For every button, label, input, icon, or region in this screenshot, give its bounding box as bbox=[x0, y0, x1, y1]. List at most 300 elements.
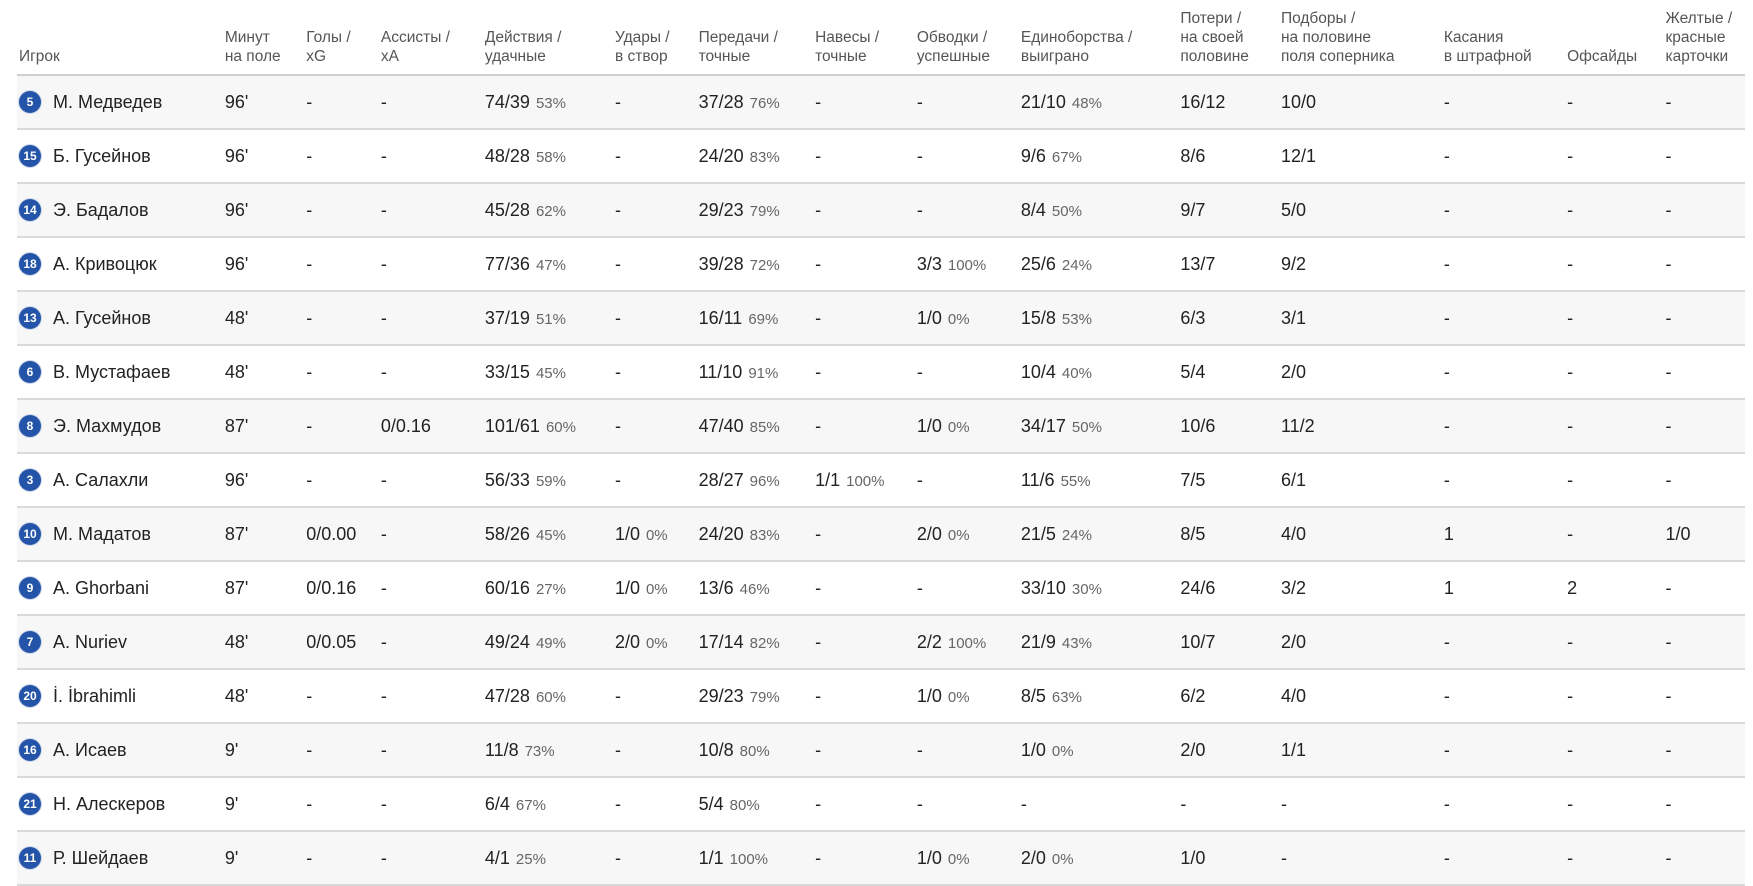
stat-cell-assists bbox=[379, 237, 483, 291]
stat-value: 8/5 bbox=[1180, 523, 1206, 544]
stat-value: - bbox=[306, 685, 313, 706]
stat-value: 24/20 bbox=[698, 523, 744, 544]
stat-percent: 0% bbox=[645, 634, 668, 652]
table-row bbox=[17, 561, 1745, 615]
stat-value: 6/3 bbox=[1180, 307, 1206, 328]
stat-cell-recoveries bbox=[1279, 399, 1442, 453]
column-header-line: красные bbox=[1665, 29, 1726, 46]
stat-value: 12/1 bbox=[1280, 145, 1317, 166]
player-number-badge: 13 bbox=[19, 307, 41, 329]
stat-value: 7/5 bbox=[1180, 469, 1206, 490]
column-header-minutes bbox=[223, 4, 304, 75]
stat-value: 87' bbox=[224, 415, 249, 436]
stat-cell-goals bbox=[304, 291, 379, 345]
stat-cell-minutes bbox=[223, 453, 304, 507]
column-header-line: Единоборства / bbox=[1020, 29, 1133, 46]
stat-percent: 83% bbox=[749, 526, 780, 544]
stat-cell-minutes bbox=[223, 237, 304, 291]
stat-cell-actions bbox=[483, 183, 613, 237]
stat-value: - bbox=[1665, 739, 1672, 760]
stat-cell-cards bbox=[1663, 75, 1745, 129]
stat-percent: 80% bbox=[739, 742, 770, 760]
stat-value: - bbox=[916, 91, 923, 112]
stat-cell-minutes bbox=[223, 723, 304, 777]
stat-value: 45/28 bbox=[484, 199, 530, 220]
stat-percent: 82% bbox=[749, 634, 780, 652]
table-row bbox=[17, 399, 1745, 453]
player-cell bbox=[17, 669, 223, 723]
stat-value: - bbox=[1443, 361, 1450, 382]
column-header-line: на своей bbox=[1180, 29, 1244, 46]
stat-cell-assists bbox=[379, 345, 483, 399]
stat-cell-dribbles bbox=[915, 291, 1019, 345]
stat-value: 16/11 bbox=[698, 307, 743, 328]
stat-value: 10/8 bbox=[698, 739, 734, 760]
stat-value: - bbox=[380, 793, 387, 814]
stat-value: - bbox=[1280, 847, 1287, 868]
stat-percent: 60% bbox=[545, 418, 576, 436]
stat-cell-dribbles bbox=[915, 183, 1019, 237]
player-cell bbox=[17, 75, 223, 129]
stat-percent: 69% bbox=[748, 310, 779, 328]
column-header-actions bbox=[483, 4, 613, 75]
player-number-badge: 11 bbox=[19, 847, 41, 869]
stat-value: - bbox=[380, 469, 387, 490]
stat-cell-crosses bbox=[813, 507, 915, 561]
stat-cell-assists bbox=[379, 615, 483, 669]
stat-value: - bbox=[1280, 793, 1287, 814]
stat-value: - bbox=[1443, 253, 1450, 274]
stat-value: 3/1 bbox=[1280, 307, 1306, 328]
stat-percent: 24% bbox=[1061, 256, 1092, 274]
player-cell bbox=[17, 831, 223, 885]
stat-value: 10/4 bbox=[1020, 361, 1056, 382]
stat-cell-offsides bbox=[1565, 291, 1663, 345]
stat-cell-goals bbox=[304, 183, 379, 237]
stat-value: 60/16 bbox=[484, 577, 530, 598]
stat-value: - bbox=[1443, 631, 1450, 652]
stat-percent: 50% bbox=[1051, 202, 1082, 220]
stat-value: - bbox=[1443, 469, 1450, 490]
stat-value: - bbox=[1665, 469, 1672, 490]
stat-value: - bbox=[1567, 739, 1574, 760]
stat-cell-recoveries bbox=[1279, 345, 1442, 399]
column-header-line: на половине bbox=[1280, 29, 1372, 46]
stat-value: 13/7 bbox=[1180, 253, 1216, 274]
stat-cell-offsides bbox=[1565, 399, 1663, 453]
stat-cell-shots bbox=[613, 507, 697, 561]
stat-value: - bbox=[1567, 685, 1574, 706]
stat-value: 34/17 bbox=[1020, 415, 1066, 436]
stat-value: - bbox=[380, 523, 387, 544]
stat-cell-minutes bbox=[223, 561, 304, 615]
stat-cell-duels bbox=[1019, 669, 1178, 723]
stat-cell-duels bbox=[1019, 183, 1178, 237]
stat-cell-goals bbox=[304, 669, 379, 723]
stat-value: - bbox=[815, 145, 822, 166]
stat-cell-assists bbox=[379, 507, 483, 561]
player-number-badge: 18 bbox=[19, 253, 41, 275]
stat-value: - bbox=[614, 847, 621, 868]
stat-percent: 24% bbox=[1061, 526, 1092, 544]
stat-value: - bbox=[1567, 199, 1574, 220]
stat-cell-assists bbox=[379, 777, 483, 831]
player-number-badge: 8 bbox=[19, 415, 41, 437]
stat-cell-crosses bbox=[813, 669, 915, 723]
stat-percent: 49% bbox=[535, 634, 566, 652]
stat-value: - bbox=[306, 361, 313, 382]
stat-cell-box_touches bbox=[1442, 183, 1565, 237]
stat-percent: 80% bbox=[729, 796, 760, 814]
column-header-line: Минут bbox=[224, 29, 270, 46]
stat-cell-goals bbox=[304, 237, 379, 291]
stat-value: - bbox=[1665, 307, 1672, 328]
stat-cell-cards bbox=[1663, 831, 1745, 885]
stat-value: - bbox=[614, 307, 621, 328]
stat-value: - bbox=[380, 847, 387, 868]
stat-cell-assists bbox=[379, 831, 483, 885]
column-header-passes bbox=[697, 4, 813, 75]
stat-cell-duels bbox=[1019, 615, 1178, 669]
stat-percent: 46% bbox=[739, 580, 770, 598]
stat-percent: 85% bbox=[749, 418, 780, 436]
stat-value: 39/28 bbox=[698, 253, 744, 274]
stat-value: - bbox=[306, 739, 313, 760]
stat-value: - bbox=[1443, 685, 1450, 706]
stat-percent: 100% bbox=[846, 472, 885, 490]
stat-cell-shots bbox=[613, 291, 697, 345]
stat-value: - bbox=[815, 523, 822, 544]
header-row bbox=[17, 4, 1745, 75]
player-cell bbox=[17, 183, 223, 237]
stat-cell-minutes bbox=[223, 129, 304, 183]
stat-value: 3/3 bbox=[916, 253, 942, 274]
stat-value: 10/6 bbox=[1180, 415, 1216, 436]
stat-percent: 0% bbox=[645, 526, 668, 544]
stat-cell-goals bbox=[304, 723, 379, 777]
stat-value: 48/28 bbox=[484, 145, 530, 166]
stat-value: 21/5 bbox=[1020, 523, 1056, 544]
player-number-badge: 5 bbox=[19, 91, 41, 113]
stat-cell-cards bbox=[1663, 669, 1745, 723]
stat-value: - bbox=[916, 361, 923, 382]
stat-value: - bbox=[380, 253, 387, 274]
player-number-badge: 16 bbox=[19, 739, 41, 761]
player-cell bbox=[17, 507, 223, 561]
stat-value: - bbox=[1443, 91, 1450, 112]
stat-cell-goals bbox=[304, 615, 379, 669]
stat-cell-shots bbox=[613, 75, 697, 129]
stat-value: 87' bbox=[224, 577, 249, 598]
player-cell bbox=[17, 777, 223, 831]
stat-cell-crosses bbox=[813, 75, 915, 129]
player-number-badge: 3 bbox=[19, 469, 41, 491]
player-number-badge: 10 bbox=[19, 523, 41, 545]
stat-value: - bbox=[1665, 847, 1672, 868]
stat-value: - bbox=[380, 685, 387, 706]
stat-value: - bbox=[1567, 793, 1574, 814]
stat-percent: 67% bbox=[1051, 148, 1082, 166]
stat-value: - bbox=[815, 793, 822, 814]
stat-value: - bbox=[380, 307, 387, 328]
stat-value: 47/28 bbox=[484, 685, 530, 706]
column-header-line: xA bbox=[380, 48, 399, 65]
stat-value: - bbox=[1443, 199, 1450, 220]
player-name: Э. Махмудов bbox=[53, 415, 162, 436]
stat-value: 4/0 bbox=[1280, 523, 1306, 544]
stat-cell-passes bbox=[697, 561, 813, 615]
stat-value: - bbox=[1443, 415, 1450, 436]
stat-value: - bbox=[1567, 361, 1574, 382]
column-header-line: точные bbox=[815, 48, 867, 65]
stat-cell-duels bbox=[1019, 453, 1178, 507]
column-header-line: в створ bbox=[614, 48, 668, 65]
table-row bbox=[17, 129, 1745, 183]
stat-cell-losses bbox=[1178, 615, 1279, 669]
player-name: М. Мадатов bbox=[53, 523, 151, 544]
stat-cell-cards bbox=[1663, 507, 1745, 561]
stat-cell-minutes bbox=[223, 507, 304, 561]
stat-value: 9/7 bbox=[1180, 199, 1206, 220]
stat-value: - bbox=[614, 91, 621, 112]
stat-cell-crosses bbox=[813, 399, 915, 453]
stat-percent: 83% bbox=[749, 148, 780, 166]
stat-cell-recoveries bbox=[1279, 507, 1442, 561]
stat-cell-assists bbox=[379, 453, 483, 507]
stat-percent: 0% bbox=[947, 688, 970, 706]
stat-value: - bbox=[1567, 631, 1574, 652]
stat-value: 16/12 bbox=[1180, 91, 1226, 112]
column-header-line: удачные bbox=[484, 48, 546, 65]
table-body bbox=[17, 75, 1745, 885]
stat-value: - bbox=[1665, 685, 1672, 706]
stat-value: - bbox=[1020, 793, 1027, 814]
stat-cell-actions bbox=[483, 75, 613, 129]
stat-cell-duels bbox=[1019, 507, 1178, 561]
player-number-badge: 14 bbox=[19, 199, 41, 221]
stat-value: 1/0 bbox=[1020, 739, 1046, 760]
stat-cell-duels bbox=[1019, 75, 1178, 129]
stat-cell-cards bbox=[1663, 723, 1745, 777]
stat-value: 11/10 bbox=[698, 361, 743, 382]
table-row bbox=[17, 831, 1745, 885]
table-row bbox=[17, 453, 1745, 507]
stat-value: 5/4 bbox=[1180, 361, 1206, 382]
stat-value: 2/0 bbox=[916, 523, 942, 544]
stat-cell-losses bbox=[1178, 561, 1279, 615]
stat-cell-shots bbox=[613, 615, 697, 669]
stat-value: - bbox=[815, 253, 822, 274]
column-header-assists bbox=[379, 4, 483, 75]
stat-percent: 0% bbox=[1051, 742, 1074, 760]
stat-cell-losses bbox=[1178, 75, 1279, 129]
stat-value: 96' bbox=[224, 469, 249, 490]
column-header-line: Игрок bbox=[19, 48, 60, 65]
stat-cell-recoveries bbox=[1279, 75, 1442, 129]
stat-value: - bbox=[1665, 415, 1672, 436]
stat-cell-passes bbox=[697, 777, 813, 831]
stat-cell-passes bbox=[697, 669, 813, 723]
stat-percent: 45% bbox=[535, 526, 566, 544]
column-header-player bbox=[17, 4, 223, 75]
stat-cell-dribbles bbox=[915, 399, 1019, 453]
stat-value: 11/6 bbox=[1020, 469, 1055, 490]
stat-value: - bbox=[815, 361, 822, 382]
stat-cell-passes bbox=[697, 291, 813, 345]
stat-cell-actions bbox=[483, 237, 613, 291]
stat-cell-crosses bbox=[813, 453, 915, 507]
stat-cell-minutes bbox=[223, 291, 304, 345]
stat-percent: 100% bbox=[947, 634, 987, 652]
stat-percent: 30% bbox=[1071, 580, 1102, 598]
stat-cell-crosses bbox=[813, 291, 915, 345]
stat-value: 1/0 bbox=[1180, 847, 1206, 868]
stat-value: - bbox=[815, 199, 822, 220]
stat-percent: 58% bbox=[535, 148, 566, 166]
stat-value: - bbox=[1665, 91, 1672, 112]
stat-value: - bbox=[306, 307, 313, 328]
column-header-line: Касания bbox=[1443, 29, 1504, 46]
stat-cell-assists bbox=[379, 399, 483, 453]
stat-cell-duels bbox=[1019, 291, 1178, 345]
stat-cell-passes bbox=[697, 237, 813, 291]
stat-value: - bbox=[815, 91, 822, 112]
stat-value: - bbox=[306, 145, 313, 166]
stat-cell-cards bbox=[1663, 453, 1745, 507]
stat-cell-box_touches bbox=[1442, 777, 1565, 831]
stat-cell-assists bbox=[379, 75, 483, 129]
stat-cell-actions bbox=[483, 777, 613, 831]
stat-value: - bbox=[1443, 847, 1450, 868]
column-header-cards bbox=[1663, 4, 1745, 75]
stat-value: 9/2 bbox=[1280, 253, 1306, 274]
column-header-line: выиграно bbox=[1020, 48, 1089, 65]
player-cell bbox=[17, 237, 223, 291]
stat-cell-box_touches bbox=[1442, 507, 1565, 561]
stat-value: - bbox=[614, 415, 621, 436]
stat-value: 1/0 bbox=[916, 685, 942, 706]
stat-cell-actions bbox=[483, 831, 613, 885]
stat-value: 47/40 bbox=[698, 415, 744, 436]
stat-value: 2/0 bbox=[1280, 631, 1306, 652]
stat-value: - bbox=[306, 199, 313, 220]
stat-value: - bbox=[614, 253, 621, 274]
stat-cell-duels bbox=[1019, 237, 1178, 291]
stat-cell-duels bbox=[1019, 399, 1178, 453]
stat-cell-passes bbox=[697, 453, 813, 507]
stat-value: - bbox=[916, 199, 923, 220]
stat-value: 5/0 bbox=[1280, 199, 1306, 220]
stat-value: - bbox=[380, 739, 387, 760]
stat-value: - bbox=[1567, 415, 1574, 436]
stat-value: 29/23 bbox=[698, 199, 744, 220]
stat-value: 48' bbox=[224, 631, 249, 652]
table-row bbox=[17, 723, 1745, 777]
stat-percent: 0% bbox=[947, 850, 970, 868]
stat-cell-duels bbox=[1019, 561, 1178, 615]
stat-cell-shots bbox=[613, 345, 697, 399]
stat-value: - bbox=[815, 415, 822, 436]
stat-cell-offsides bbox=[1565, 669, 1663, 723]
stat-value: 0/0.00 bbox=[306, 523, 357, 544]
stat-percent: 25% bbox=[515, 850, 546, 868]
stat-cell-shots bbox=[613, 399, 697, 453]
stat-cell-box_touches bbox=[1442, 561, 1565, 615]
player-name: А. Кривоцюк bbox=[53, 253, 157, 274]
stat-cell-goals bbox=[304, 75, 379, 129]
stat-value: 9' bbox=[224, 847, 239, 868]
stat-cell-duels bbox=[1019, 723, 1178, 777]
stat-cell-dribbles bbox=[915, 345, 1019, 399]
stat-value: 2/0 bbox=[1280, 361, 1306, 382]
stat-cell-actions bbox=[483, 453, 613, 507]
stat-cell-minutes bbox=[223, 669, 304, 723]
column-header-line: поля соперника bbox=[1280, 48, 1395, 65]
stat-value: - bbox=[916, 145, 923, 166]
stat-value: - bbox=[306, 91, 313, 112]
stat-value: - bbox=[815, 577, 822, 598]
stat-cell-passes bbox=[697, 129, 813, 183]
stat-value: 10/0 bbox=[1280, 91, 1317, 112]
column-header-line: Голы / bbox=[306, 29, 351, 46]
stat-value: 24/6 bbox=[1180, 577, 1216, 598]
player-cell bbox=[17, 723, 223, 777]
stat-cell-losses bbox=[1178, 669, 1279, 723]
stat-cell-recoveries bbox=[1279, 669, 1442, 723]
stat-value: 87' bbox=[224, 523, 249, 544]
player-name: А. Исаев bbox=[53, 739, 127, 760]
stat-cell-recoveries bbox=[1279, 129, 1442, 183]
stat-cell-recoveries bbox=[1279, 615, 1442, 669]
player-number-badge: 7 bbox=[19, 631, 41, 653]
stat-cell-recoveries bbox=[1279, 453, 1442, 507]
stat-value: 1/1 bbox=[698, 847, 724, 868]
stat-value: 11/8 bbox=[484, 739, 519, 760]
stat-cell-box_touches bbox=[1442, 669, 1565, 723]
stat-cell-losses bbox=[1178, 183, 1279, 237]
column-header-line: Желтые / bbox=[1665, 10, 1733, 27]
stat-cell-duels bbox=[1019, 345, 1178, 399]
stat-cell-actions bbox=[483, 561, 613, 615]
stat-value: - bbox=[614, 739, 621, 760]
column-header-line: xG bbox=[306, 48, 327, 65]
stat-cell-goals bbox=[304, 453, 379, 507]
stat-value: - bbox=[1665, 793, 1672, 814]
stat-value: 1/0 bbox=[916, 415, 942, 436]
player-cell bbox=[17, 453, 223, 507]
stat-percent: 79% bbox=[749, 688, 780, 706]
stat-cell-passes bbox=[697, 183, 813, 237]
stat-percent: 47% bbox=[535, 256, 566, 274]
stat-cell-losses bbox=[1178, 507, 1279, 561]
stat-value: - bbox=[1180, 793, 1187, 814]
stat-value: 24/20 bbox=[698, 145, 744, 166]
stat-value: 58/26 bbox=[484, 523, 530, 544]
stat-cell-dribbles bbox=[915, 723, 1019, 777]
stat-cell-cards bbox=[1663, 129, 1745, 183]
stat-cell-cards bbox=[1663, 399, 1745, 453]
stat-cell-losses bbox=[1178, 399, 1279, 453]
player-name: A. Nuriev bbox=[53, 631, 128, 652]
stat-cell-recoveries bbox=[1279, 561, 1442, 615]
stat-cell-cards bbox=[1663, 237, 1745, 291]
stat-value: 1/0 bbox=[916, 847, 942, 868]
stat-value: - bbox=[916, 577, 923, 598]
player-stats-table bbox=[17, 4, 1745, 886]
stat-cell-passes bbox=[697, 399, 813, 453]
stat-cell-duels bbox=[1019, 831, 1178, 885]
stat-cell-recoveries bbox=[1279, 183, 1442, 237]
